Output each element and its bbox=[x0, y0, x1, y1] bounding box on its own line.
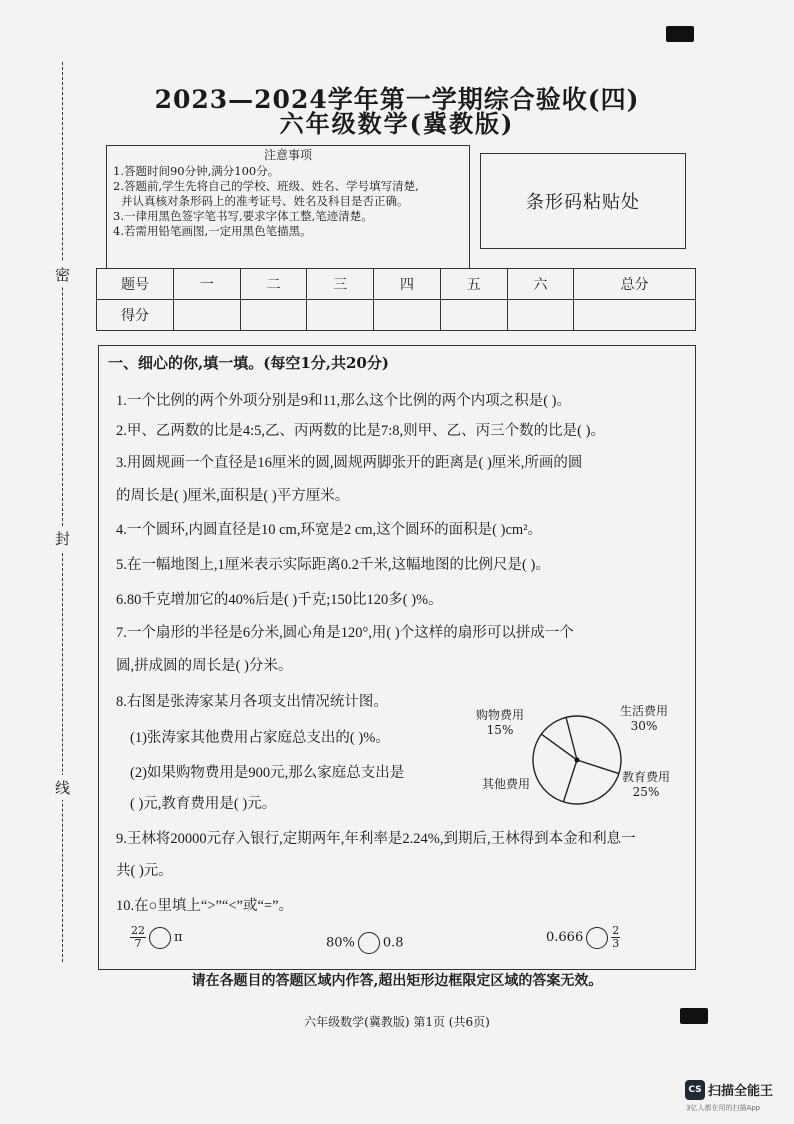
question-8-part1: (1)张涛家其他费用占家庭总支出的( )%。 bbox=[130, 730, 390, 746]
score-cell[interactable] bbox=[440, 300, 507, 331]
score-cell[interactable] bbox=[507, 300, 574, 331]
fraction-22-7: $\frac{22}{7}$ bbox=[131, 924, 145, 950]
notice-title: 注意事项 bbox=[263, 148, 312, 162]
page-footer: 六年级数学(冀教版) 第1页 (共6页) bbox=[304, 1015, 490, 1029]
score-cell[interactable] bbox=[174, 300, 241, 331]
pie-divider-education-other bbox=[563, 760, 577, 802]
question-7-line2: 圆,拼成圆的周长是( )分米。 bbox=[116, 658, 293, 674]
score-header-cell: 四 bbox=[374, 269, 441, 300]
compare-circle-1[interactable] bbox=[149, 927, 171, 949]
side-label-xian: 线 bbox=[55, 775, 70, 800]
scanner-app-slogan: 3亿人都在用的扫描App bbox=[686, 1104, 761, 1112]
notice-item: 1.答题时间90分钟,满分100分。 bbox=[113, 164, 280, 178]
score-header-cell: 总分 bbox=[574, 269, 696, 300]
compare-circle-3[interactable] bbox=[586, 927, 608, 949]
pie-label-other: 其他费用 bbox=[482, 777, 531, 791]
answer-region-note: 请在各题目的答题区域内作答,超出矩形边框限定区域的答案无效。 bbox=[191, 973, 603, 989]
question-7-line1: 7.一个扇形的半径是6分米,圆心角是120°,用( )个这样的扇形可以拼成一个 bbox=[116, 625, 574, 641]
barcode-area bbox=[480, 153, 686, 249]
score-header-cell: 三 bbox=[307, 269, 374, 300]
question-8-part2-line1: (2)如果购物费用是900元,那么家庭总支出是 bbox=[130, 765, 405, 781]
score-header-cell: 题号 bbox=[97, 269, 174, 300]
question-10: 10.在○里填上“>”“<”或“=”。 bbox=[116, 898, 294, 914]
comparison-3: 0.666 $\frac{2}{3}$ bbox=[546, 924, 620, 950]
exam-subtitle: 六年级数学(冀教版) bbox=[279, 109, 515, 138]
score-header-cell: 一 bbox=[174, 269, 241, 300]
registration-mark-top bbox=[666, 26, 694, 42]
side-label-mi: 密 bbox=[55, 262, 70, 287]
score-cell[interactable] bbox=[374, 300, 441, 331]
table-row bbox=[97, 300, 696, 331]
notice-item: 4.若需用铅笔画图,一定用黑色笔描黑。 bbox=[113, 224, 312, 238]
notice-item: 并认真核对条形码上的准考证号、姓名及科目是否正确。 bbox=[121, 194, 409, 208]
question-3-line1: 3.用圆规画一个直径是16厘米的圆,圆规两脚张开的距离是( )厘米,所画的圆 bbox=[116, 455, 583, 471]
compare-circle-2[interactable] bbox=[358, 932, 380, 954]
score-cell[interactable] bbox=[574, 300, 696, 331]
comparison-1: $\frac{22}{7}$ π bbox=[131, 924, 183, 950]
pie-label-living: 生活费用 30% bbox=[620, 704, 669, 733]
notice-box bbox=[106, 145, 470, 269]
fraction-2-3: $\frac{2}{3}$ bbox=[612, 924, 620, 950]
question-8: 8.右图是张涛家某月各项支出情况统计图。 bbox=[116, 694, 388, 710]
question-5: 5.在一幅地图上,1厘米表示实际距离0.2千米,这幅地图的比例尺是( )。 bbox=[116, 557, 550, 573]
question-6: 6.80千克增加它的40%后是( )千克;150比120多( )%。 bbox=[116, 592, 443, 608]
question-4: 4.一个圆环,内圆直径是10 cm,环宽是2 cm,这个圆环的面积是( )cm²。 bbox=[116, 522, 543, 538]
binding-line bbox=[62, 62, 63, 962]
question-2: 2.甲、乙两数的比是4:5,乙、丙两数的比是7:8,则甲、乙、丙三个数的比是( )。 bbox=[116, 423, 605, 439]
pie-divider-living-education bbox=[577, 760, 619, 774]
exam-title: 2023—2024学年第一学期综合验收(四) bbox=[154, 85, 640, 114]
barcode-label: 条形码粘贴处 bbox=[526, 192, 640, 213]
score-table bbox=[96, 268, 696, 331]
notice-item: 3.一律用黑色签字笔书写,要求字体工整,笔迹清楚。 bbox=[113, 209, 373, 223]
table-row bbox=[97, 269, 696, 300]
section-title: 一、细心的你,填一填。(每空1分,共20分) bbox=[108, 354, 389, 372]
question-9-line2: 共( )元。 bbox=[116, 863, 173, 879]
expense-pie-chart bbox=[470, 700, 700, 810]
pie-label-shopping: 购物费用 15% bbox=[476, 708, 525, 737]
question-3-line2: 的周长是( )厘米,面积是( )平方厘米。 bbox=[116, 488, 350, 504]
question-1: 1.一个比例的两个外项分别是9和11,那么这个比例的两个内项之积是( )。 bbox=[116, 393, 571, 409]
side-label-feng: 封 bbox=[55, 526, 70, 551]
score-header-cell: 五 bbox=[440, 269, 507, 300]
score-header-cell: 六 bbox=[507, 269, 574, 300]
score-header-cell: 二 bbox=[240, 269, 307, 300]
notice-item: 2.答题前,学生先将自己的学校、班级、姓名、学号填写清楚, bbox=[113, 179, 419, 193]
score-row-label: 得分 bbox=[97, 300, 174, 331]
pie-center-dot bbox=[575, 758, 580, 763]
question-9-line1: 9.王林将20000元存入银行,定期两年,年利率是2.24%,到期后,王林得到本金和利息一 bbox=[116, 831, 636, 847]
scanner-app-logo: CS bbox=[685, 1080, 705, 1100]
question-8-part2-line2: ( )元,教育费用是( )元。 bbox=[130, 796, 277, 812]
scanner-app-name: 扫描全能王 bbox=[708, 1084, 774, 1099]
comparison-2: 80% 0.8 bbox=[326, 932, 404, 954]
score-cell[interactable] bbox=[307, 300, 374, 331]
pie-label-education: 教育费用 25% bbox=[622, 770, 671, 799]
score-cell[interactable] bbox=[240, 300, 307, 331]
